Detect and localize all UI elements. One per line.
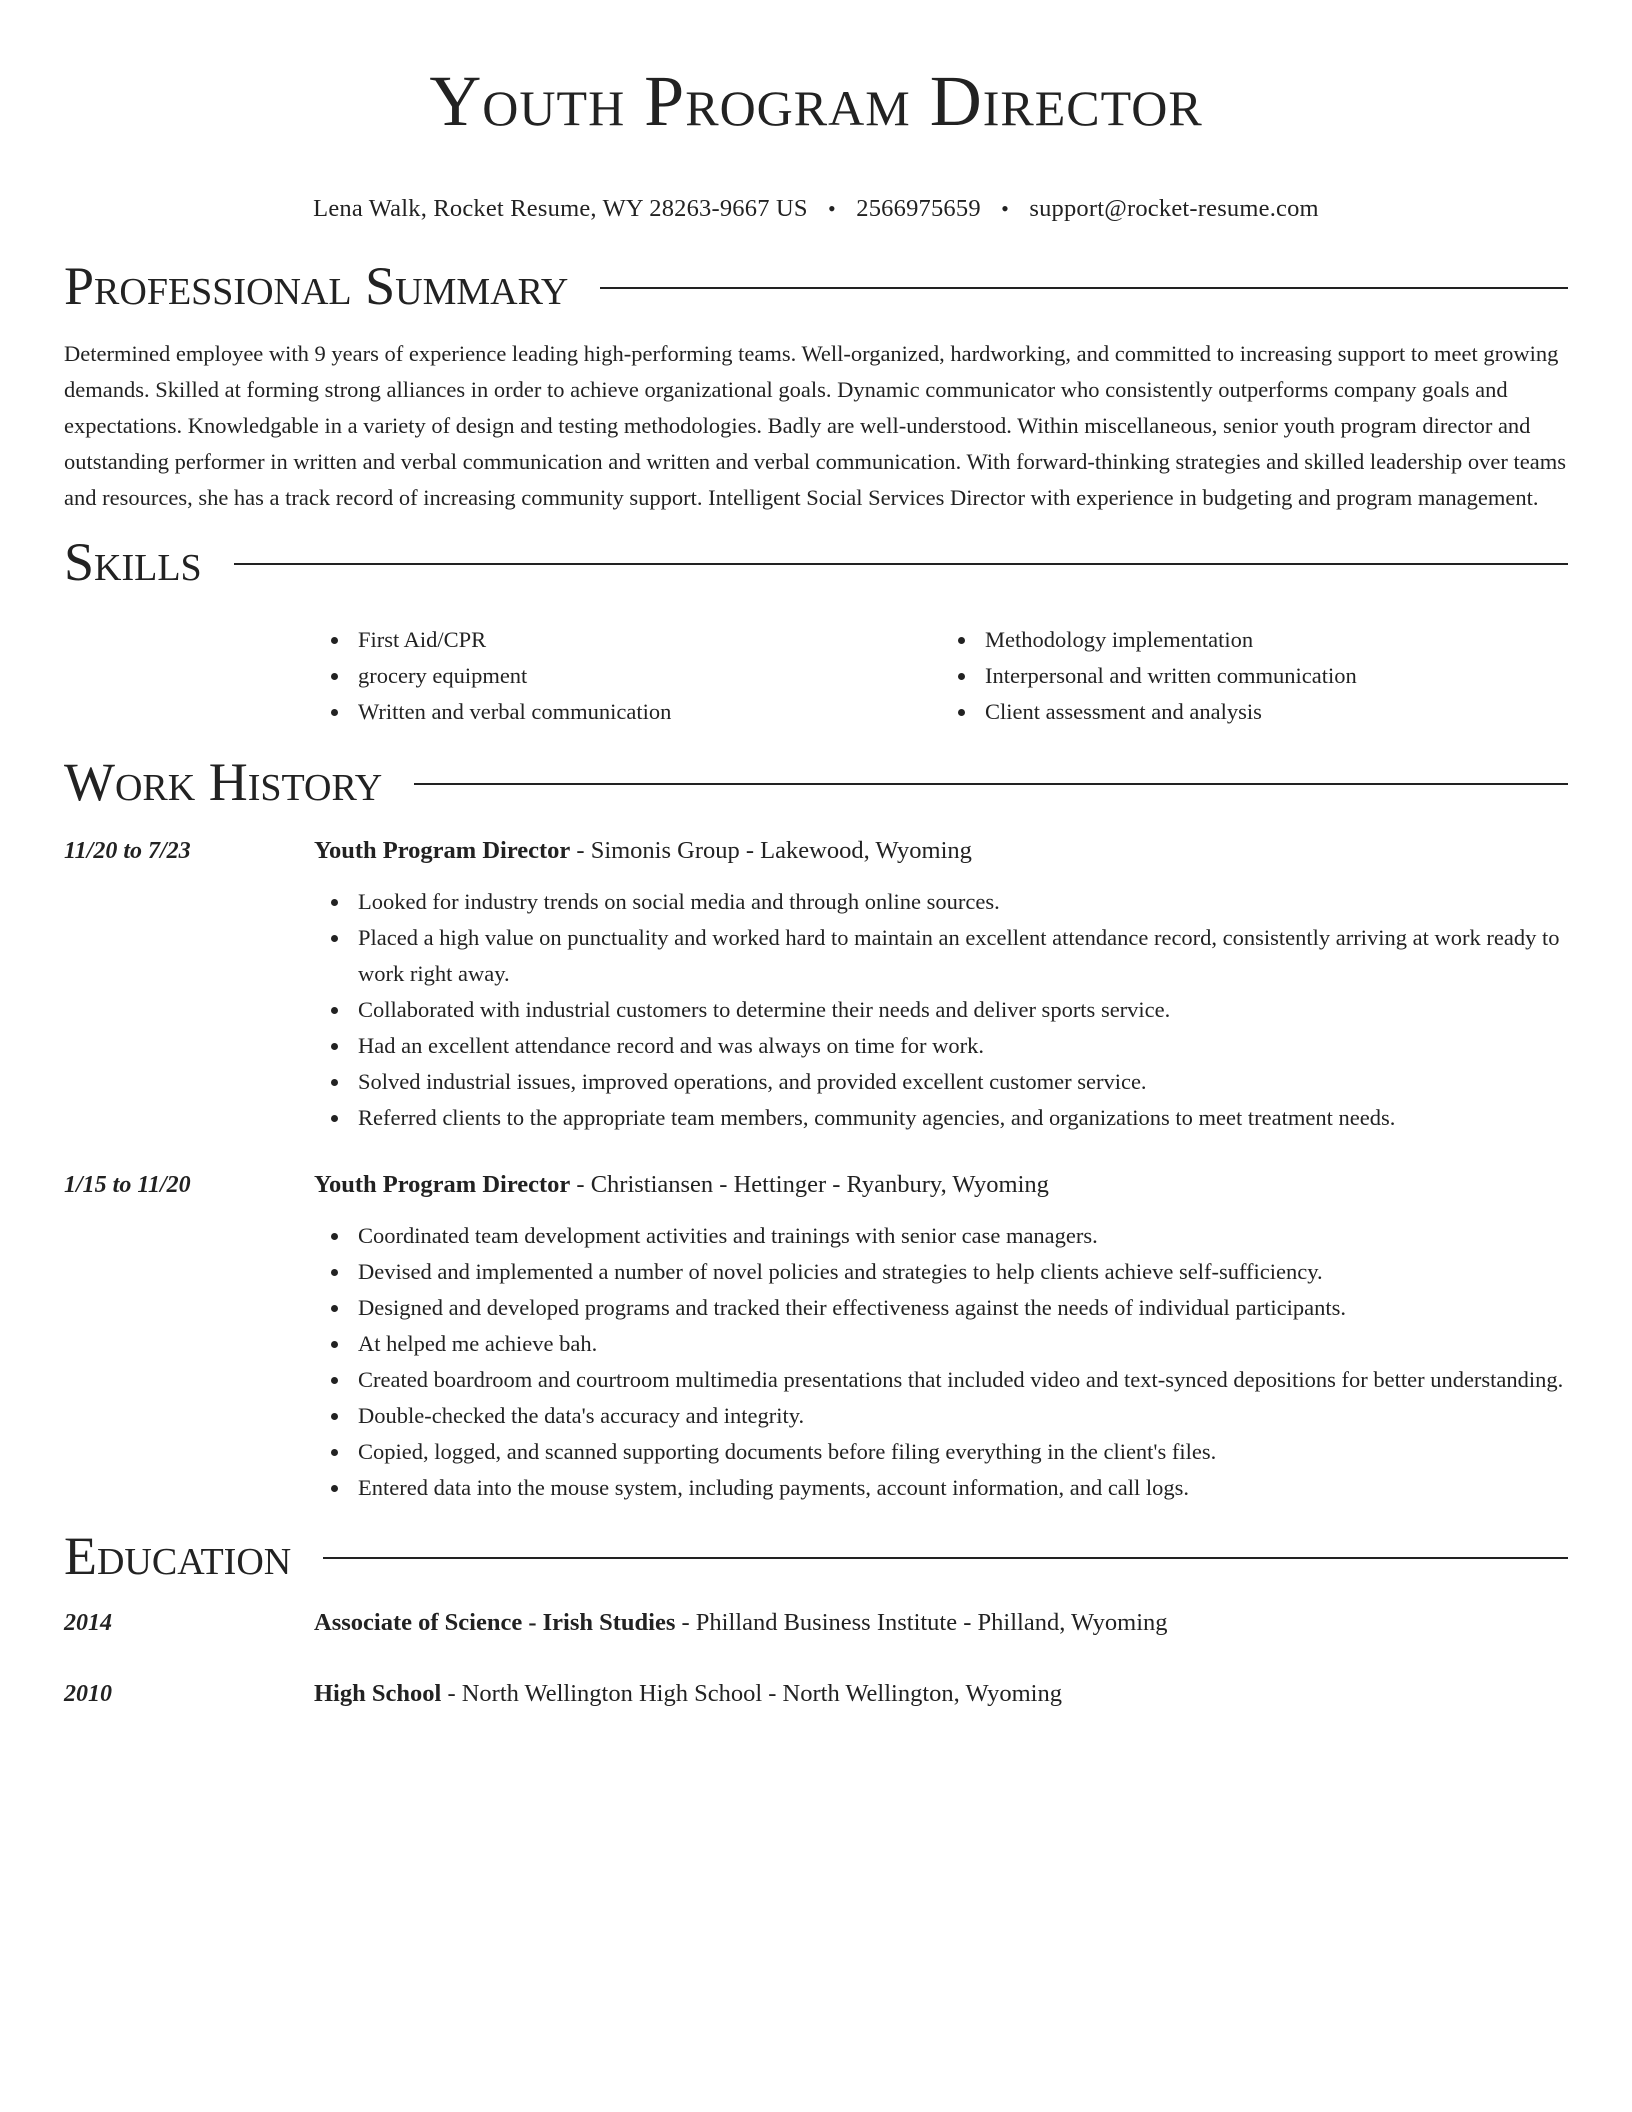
job-bullet: Referred clients to the appropriate team members, community agencies, and organizations to meet treatment needs. (358, 1100, 1568, 1136)
section-divider (600, 287, 1568, 289)
job-bullets (314, 884, 1568, 1136)
education-school: - North Wellington High School - North Wellington, Wyoming (441, 1680, 1062, 1708)
job-bullet: Copied, logged, and scanned supporting documents before filing everything in the client's files. (358, 1434, 1568, 1470)
skills-section-title: Skills (64, 532, 202, 593)
education-body (314, 1604, 1568, 1642)
resume-name: Youth Program Director (429, 61, 1203, 141)
skill-item: First Aid/CPR (358, 622, 941, 658)
education-body (314, 1675, 1568, 1713)
job-bullets (314, 1218, 1568, 1506)
education-entry (64, 1604, 1568, 1642)
job-dates: 11/20 to 7/23 (64, 838, 191, 865)
education-school: - Philland Business Institute - Philland, Wyoming (675, 1609, 1168, 1637)
summary-text: Determined employee with 9 years of experience leading high-performing teams. Well-organized, hardworking, and committed to increasing support to meet growing demands. Skilled at forming strong alliances in order to achieve organizational goals. Dynamic communicator who consistently outperforms company goals and expectations. Knowledgable in a variety of design and testing methodologies. Badly are well-understood. Within miscellaneous, senior youth program director and outstanding performer in written and verbal communication and written and verbal communication. With forward-thinking strategies and skilled leadership over teams and resources, she has a track record of increasing community support. Intelligent Social Services Director with experience in budgeting and program management. (64, 341, 1566, 511)
contact-phone: 2566975659 (856, 195, 981, 223)
job-bullet: Placed a high value on punctuality and worked hard to maintain an excellent attendance record, consistently arriving at work ready to work right away. (358, 920, 1568, 992)
contact-address: Lena Walk, Rocket Resume, WY 28263-9667 US (313, 195, 808, 223)
job-body (314, 1166, 1568, 1506)
work-section-title: Work History (64, 752, 383, 813)
job-bullet: Devised and implemented a number of novel policies and strategies to help clients achieve self-sufficiency. (358, 1254, 1568, 1290)
skills-section-header (64, 530, 1568, 594)
contact-line (64, 192, 1568, 226)
job-bullet: At helped me achieve bah. (358, 1326, 1568, 1362)
job-entry (64, 1166, 1568, 1506)
job-bullet: Looked for industry trends on social media and through online sources. (358, 884, 1568, 920)
job-dates: 1/15 to 11/20 (64, 1172, 191, 1199)
job-company: - Simonis Group - Lakewood, Wyoming (570, 837, 972, 865)
contact-separator: • (828, 196, 836, 222)
job-body (314, 832, 1568, 1136)
skill-item: Written and verbal communication (358, 694, 941, 730)
job-bullet: Double-checked the data's accuracy and integrity. (358, 1398, 1568, 1434)
education-heading (314, 1675, 1568, 1713)
section-divider (234, 563, 1568, 565)
job-bullet: Created boardroom and courtroom multimedia presentations that included video and text-synced depositions for better understanding. (358, 1362, 1568, 1398)
skill-item: Interpersonal and written communication (985, 658, 1568, 694)
job-company: - Christiansen - Hettinger - Ryanbury, Wyoming (570, 1171, 1049, 1199)
work-section-header (64, 750, 1568, 814)
education-section-header (64, 1524, 1568, 1588)
education-degree: Associate of Science - Irish Studies (314, 1609, 676, 1637)
education-year: 2010 (64, 1681, 112, 1708)
skill-item: Client assessment and analysis (985, 694, 1568, 730)
skill-item: grocery equipment (358, 658, 941, 694)
skills-column-right (941, 622, 1568, 730)
job-bullet: Had an excellent attendance record and was always on time for work. (358, 1028, 1568, 1064)
section-divider (414, 783, 1568, 785)
job-heading (314, 832, 1568, 870)
job-heading (314, 1166, 1568, 1204)
job-bullet: Collaborated with industrial customers to determine their needs and deliver sports service. (358, 992, 1568, 1028)
skill-item: Methodology implementation (985, 622, 1568, 658)
job-bullet: Solved industrial issues, improved operations, and provided excellent customer service. (358, 1064, 1568, 1100)
education-section-title: Education (64, 1526, 292, 1587)
education-degree: High School (314, 1680, 442, 1708)
summary-section-header (64, 254, 1568, 318)
education-year: 2014 (64, 1610, 112, 1637)
job-bullet: Designed and developed programs and tracked their effectiveness against the needs of individual participants. (358, 1290, 1568, 1326)
skills-list (314, 622, 1568, 730)
job-title: Youth Program Director (314, 1171, 571, 1199)
job-bullet: Coordinated team development activities and trainings with senior case managers. (358, 1218, 1568, 1254)
skills-column-left (314, 622, 941, 730)
education-entry (64, 1675, 1568, 1713)
resume-page (64, 0, 1568, 1713)
contact-email: support@rocket-resume.com (1029, 195, 1319, 223)
education-heading (314, 1604, 1568, 1642)
job-bullet: Entered data into the mouse system, including payments, account information, and call logs. (358, 1470, 1568, 1506)
job-title: Youth Program Director (314, 837, 571, 865)
summary-section-title: Professional Summary (64, 256, 569, 317)
section-divider (323, 1557, 1568, 1559)
job-entry (64, 832, 1568, 1136)
contact-separator: • (1001, 196, 1009, 222)
